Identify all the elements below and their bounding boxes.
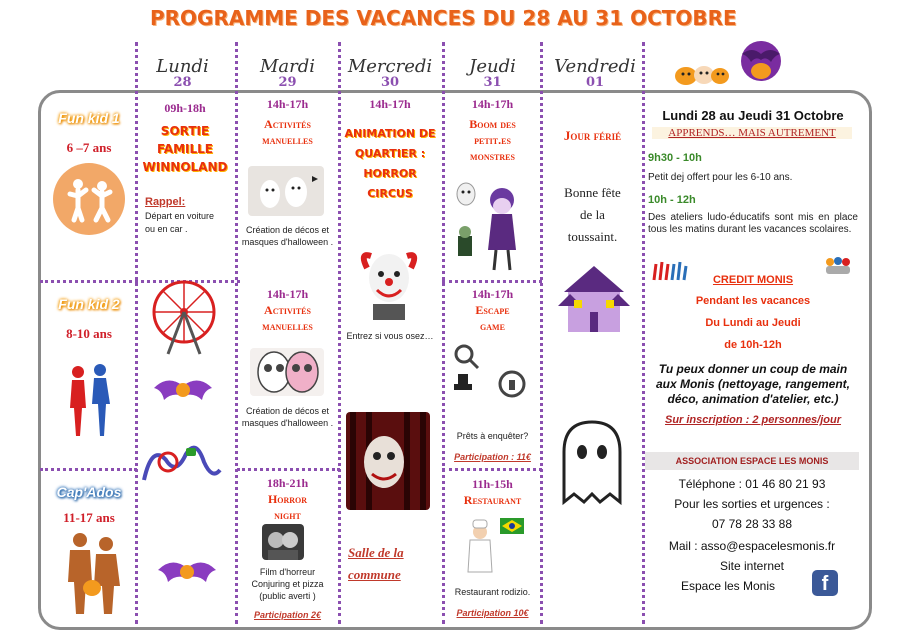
masks-image: [250, 348, 324, 396]
jeudi-s2-participation: Participation : 11€: [454, 452, 531, 462]
ghost-icon: [556, 418, 628, 506]
horror-circus-image: [346, 412, 430, 510]
group-label-cap-ados: Cap'Ados: [56, 484, 122, 500]
group-age-3: 11-17 ans: [63, 510, 115, 525]
group-age-1: 6 –7 ans: [66, 140, 112, 155]
credit-monis-title: CREDIT MONIS: [712, 274, 794, 286]
credit-line-3: de 10h-12h: [724, 339, 782, 351]
jeudi-s3-participation: Participation 10€: [456, 608, 529, 618]
inscription-text: Sur inscription : 2 personnes/jour: [664, 414, 842, 426]
right-time-1: 9h30 - 10h: [648, 152, 702, 164]
bat-icon-2: [156, 556, 218, 588]
contact-phone: Téléphone : 01 46 80 21 93: [678, 477, 826, 491]
right-time-1-text: Petit dej offert pour les 6-10 ans.: [648, 172, 793, 183]
vendredi-ferie: Jour férié: [563, 128, 622, 143]
vendredi-fete: Bonne fête de la toussaint.: [564, 185, 621, 244]
lundi-rappel-text: Départ en voiture ou en car .: [145, 211, 215, 234]
credit-line-2: Du Lundi au Jeudi: [705, 317, 801, 329]
credit-line-1: Pendant les vacances: [695, 295, 811, 307]
day-header-mercredi: Mercredi 30: [347, 56, 433, 90]
lundi-rappel-label: Rappel:: [145, 196, 186, 208]
mardi-s3-text: Film d'horreur Conjuring et pizza (public averti ): [251, 567, 324, 601]
jeudi-s3-activity: Restaurant: [463, 493, 522, 507]
day-header-jeudi: Jeudi 31: [469, 56, 516, 90]
group-label-fun-kid-1: Fun kid 1: [58, 110, 120, 126]
day-header-lundi: Lundi 28: [156, 56, 209, 90]
mardi-s1-time: 14h-17h: [266, 97, 309, 111]
mercredi-text: Entrez si vous osez…: [346, 331, 434, 341]
day-header-vendredi: Vendredi 01: [554, 56, 636, 90]
help-text: Tu peux donner un coup de main aux Monis (nettoyage, rangement, déco, animation d'atelier, etc.): [655, 362, 851, 406]
contact-site-label: Site internet: [719, 559, 785, 573]
association-band: ASSOCIATION ESPACE LES MONIS: [645, 452, 859, 470]
group-age-2: 8-10 ans: [66, 326, 112, 341]
jeudi-s1-time: 14h-17h: [471, 97, 514, 111]
lundi-activity: SORTIE FAMILLE WINNOLAND: [142, 124, 228, 174]
mercredi-time: 14h-17h: [369, 97, 411, 111]
mercredi-salle: Salle de la commune: [348, 545, 404, 582]
mardi-s3-participation: Participation 2€: [253, 610, 322, 620]
contact-urgences: Pour les sorties et urgences :: [674, 497, 830, 511]
right-time-2-text: Des ateliers ludo-éducatifs sont mis en place tous les matins durant les vacances scolaires.: [648, 212, 858, 235]
kids-silhouette-icon: [62, 360, 118, 440]
contact-mail[interactable]: Mail : asso@espacelesmonis.fr: [668, 539, 836, 553]
mardi-s1-activity: Activités manuelles: [262, 117, 313, 147]
jeudi-s3-time: 11h-15h: [472, 477, 513, 491]
ferris-wheel-icon: [146, 276, 222, 356]
kids-jumping-icon: [52, 162, 126, 236]
right-subheading: APPRENDS… MAIS AUTREMENT: [652, 127, 852, 139]
contact-site-name[interactable]: Espace les Monis: [680, 579, 776, 593]
detective-icons: [452, 344, 532, 410]
teens-silhouette-icon: [58, 530, 128, 616]
bat-pumpkin-icon: [738, 38, 784, 84]
ghost-craft-image: [248, 166, 324, 216]
mardi-s2-activity: Activités manuelles: [262, 303, 313, 333]
clown-icon: [357, 244, 421, 320]
day-header-mardi: Mardi 29: [259, 56, 316, 90]
pumpkins-icon: [674, 60, 730, 86]
bat-icon: [152, 374, 214, 406]
contact-mobile: 07 78 28 33 88: [711, 517, 793, 531]
mercredi-activity: ANIMATION DE QUARTIER : HORROR CIRCUS: [344, 127, 436, 200]
lundi-time: 09h-18h: [164, 101, 206, 115]
chef-flag-icon: [460, 514, 528, 576]
jeudi-s2-time: 14h-17h: [471, 287, 514, 301]
kids-group-icon: [822, 254, 852, 276]
horror-movie-image: [262, 524, 304, 560]
group-label-fun-kid-2: Fun kid 2: [58, 296, 120, 312]
mardi-s3-time: 18h-21h: [266, 476, 309, 490]
jeudi-s2-text: Prêts à enquêter?: [456, 431, 529, 441]
jeudi-s3-text: Restaurant rodizio.: [454, 587, 531, 597]
mardi-s2-time: 14h-17h: [266, 287, 309, 301]
jeudi-s2-activity: Escape game: [475, 303, 510, 333]
mardi-s2-text: Création de décos et masques d'halloween .: [241, 406, 334, 428]
roller-coaster-icon: [142, 440, 222, 488]
right-time-2: 10h - 12h: [648, 194, 696, 206]
mardi-s3-activity: Horror night: [267, 492, 308, 522]
mardi-s1-text: Création de décos et masques d'halloween .: [241, 225, 334, 247]
facebook-icon[interactable]: f: [812, 570, 838, 596]
right-heading: Lundi 28 au Jeudi 31 Octobre: [662, 108, 844, 123]
haunted-house-icon: [554, 262, 634, 338]
jeudi-s1-activity: Boom des petit.es monstres: [469, 117, 516, 163]
monsters-icon: [452, 180, 532, 272]
page-title: PROGRAMME DES VACANCES DU 28 AU 31 OCTOBRE: [150, 6, 737, 30]
